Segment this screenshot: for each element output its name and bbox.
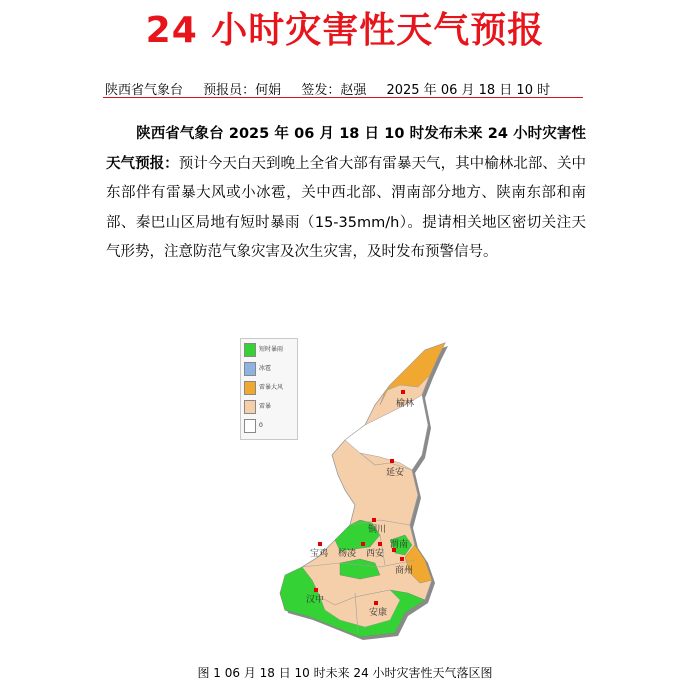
legend-label: 0 [259,422,263,429]
city-weinan: 渭南 [390,540,409,550]
legend-swatch [244,381,256,395]
forecast-lead: 陕西省气象台 2025 年 06 月 18 日 10 时发布未来 24 小时灾害性天气预报： [106,126,586,172]
figure-caption: 图 1 06 月 18 日 10 时未来 24 小时灾害性天气落区图 [197,666,493,680]
document-meta [105,79,583,98]
forecast-paragraph [106,120,586,268]
issue-datetime: 2025 年 06 月 18 日 10 时 [386,83,551,98]
city-yangling: 杨凌 [338,549,357,559]
map-legend [240,338,298,440]
legend-item [244,362,272,376]
signer: 签发：赵强 [301,83,367,98]
header-divider [103,97,583,98]
city-hanzhong: 汉中 [306,595,325,605]
legend-swatch [244,362,256,376]
legend-swatch [244,343,256,357]
issuing-org: 陕西省气象台 [105,83,184,98]
city-ankang: 安康 [369,608,388,618]
city-baoji: 宝鸡 [310,549,329,559]
legend-swatch [244,419,256,433]
legend-item [244,400,272,414]
page-title: 24 小时灾害性天气预报 [145,10,545,51]
city-yulin: 榆林 [396,399,415,409]
city-tongchuan: 铜川 [368,525,387,535]
city-shangluo: 商州 [395,566,414,576]
forecaster: 预报员：何娟 [203,83,282,98]
legend-swatch [244,400,256,414]
legend-label: 冰雹 [259,365,272,372]
legend-item [244,343,284,357]
legend-item [244,381,284,395]
legend-label: 雷暴大风 [259,384,284,391]
legend-label: 短时暴雨 [259,346,284,353]
city-xian: 西安 [366,549,385,559]
legend-label: 雷暴 [259,403,272,410]
city-yanan: 延安 [386,468,405,478]
forecast-text: 预计今天白天到晚上全省大部有雷暴天气，其中榆林北部、关中东部伴有雷暴大风或小冰雹，关中西北部、渭南部分地方、陕南东部和南部、秦巴山区局地有短时暴雨（15-35mm/h）。提请相关地区密切关注天气形势，注意防范气象灾害及次生灾害，及时发布预警信号。 [106,155,586,260]
legend-item [244,419,263,433]
